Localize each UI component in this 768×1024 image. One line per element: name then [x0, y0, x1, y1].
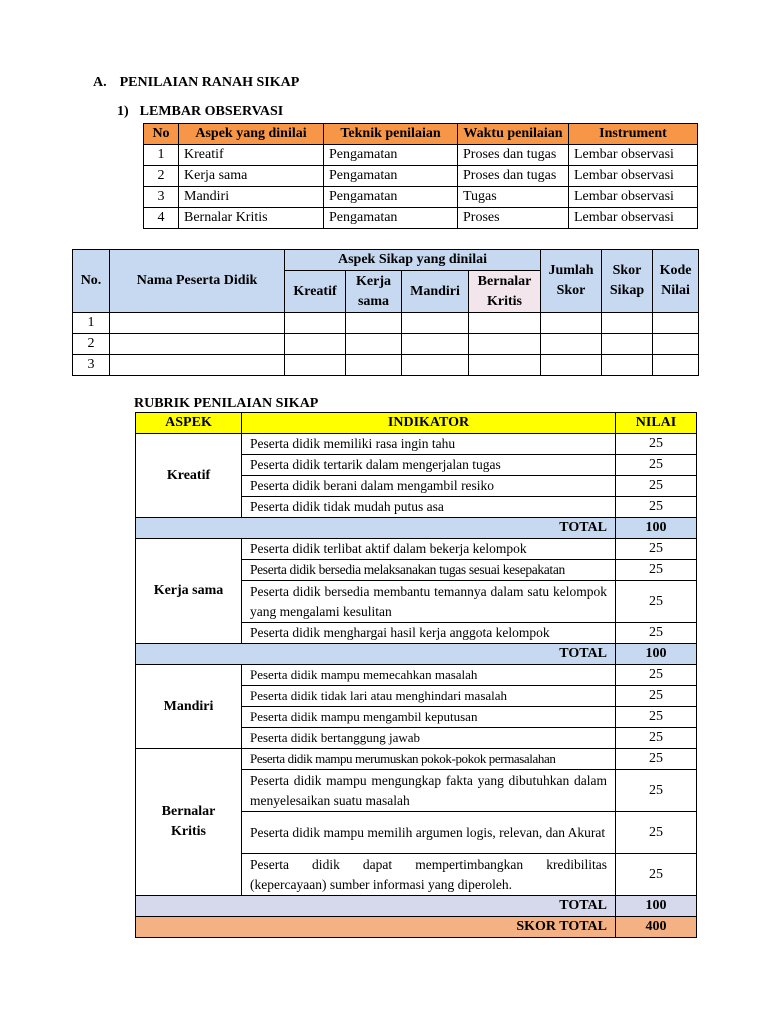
row-aspect: Kreatif — [179, 145, 324, 166]
subsection-heading — [117, 104, 283, 120]
indicator: Peserta didik bersedia membantu temannya dalam satu kelompok yang mengalami kesulitan — [242, 581, 616, 623]
subsection-number: 1) — [117, 104, 129, 119]
table-row — [73, 355, 699, 376]
empty-cell — [653, 355, 699, 376]
empty-cell — [346, 313, 402, 334]
header-technique: Teknik penilaian — [324, 124, 458, 145]
header-total-score: Jumlah Skor — [541, 250, 602, 313]
aspect-mandiri: Mandiri — [136, 665, 242, 749]
header-no: No — [144, 124, 179, 145]
empty-cell — [346, 355, 402, 376]
indicator-score: 25 — [616, 812, 697, 854]
table-row — [144, 166, 698, 187]
empty-cell — [110, 313, 285, 334]
row-time: Proses dan tugas — [458, 145, 569, 166]
row-number: 2 — [144, 166, 179, 187]
empty-cell — [110, 355, 285, 376]
row-number: 1 — [144, 145, 179, 166]
row-instrument: Lembar observasi — [569, 145, 698, 166]
row-time: Proses dan tugas — [458, 166, 569, 187]
table-row — [73, 334, 699, 355]
row-aspect: Bernalar Kritis — [179, 208, 324, 229]
indicator-score: 25 — [616, 854, 697, 896]
table-row — [144, 145, 698, 166]
total-row — [136, 896, 697, 917]
row-aspect: Kerja sama — [179, 166, 324, 187]
row-aspect: Mandiri — [179, 187, 324, 208]
total-value: 100 — [616, 896, 697, 917]
aspect-kreatif: Kreatif — [136, 434, 242, 518]
header-grade-code: Kode Nilai — [653, 250, 699, 313]
row-instrument: Lembar observasi — [569, 187, 698, 208]
indicator-score: 25 — [616, 455, 697, 476]
table-row — [144, 187, 698, 208]
row-technique: Pengamatan — [324, 166, 458, 187]
indicator: Peserta didik mampu merumuskan pokok-pokok permasalahan — [242, 749, 616, 770]
empty-cell — [346, 334, 402, 355]
row-number: 2 — [73, 334, 110, 355]
empty-cell — [110, 334, 285, 355]
total-value: 100 — [616, 518, 697, 539]
total-label: TOTAL — [136, 644, 616, 665]
indicator-score: 25 — [616, 476, 697, 497]
table-row — [144, 208, 698, 229]
empty-cell — [653, 313, 699, 334]
table-row — [73, 313, 699, 334]
empty-cell — [402, 355, 469, 376]
total-row — [136, 518, 697, 539]
empty-cell — [469, 334, 541, 355]
empty-cell — [469, 313, 541, 334]
empty-cell — [602, 355, 653, 376]
header-score: NILAI — [616, 413, 697, 434]
header-aspect-bernalar-kritis: Bernalar Kritis — [469, 271, 541, 313]
row-time: Tugas — [458, 187, 569, 208]
indicator: Peserta didik mampu memecahkan masalah — [242, 665, 616, 686]
section-heading — [93, 75, 299, 91]
indicator-score: 25 — [616, 560, 697, 581]
header-aspect-group: Aspek Sikap yang dinilai — [285, 250, 541, 271]
aspect-kerja-sama: Kerja sama — [136, 539, 242, 644]
rubric-table — [135, 412, 697, 938]
indicator-score: 25 — [616, 707, 697, 728]
indicator: Peserta didik terlibat aktif dalam bekerja kelompok — [242, 539, 616, 560]
score-table — [72, 249, 699, 376]
table-row — [136, 749, 697, 770]
row-number: 4 — [144, 208, 179, 229]
empty-cell — [285, 334, 346, 355]
header-instrument: Instrument — [569, 124, 698, 145]
header-time: Waktu penilaian — [458, 124, 569, 145]
header-aspect: ASPEK — [136, 413, 242, 434]
grand-total-row — [136, 917, 697, 938]
indicator-score: 25 — [616, 434, 697, 455]
table-row — [136, 434, 697, 455]
grand-total-label: SKOR TOTAL — [136, 917, 616, 938]
empty-cell — [402, 313, 469, 334]
empty-cell — [602, 313, 653, 334]
indicator: Peserta didik tidak mudah putus asa — [242, 497, 616, 518]
empty-cell — [469, 355, 541, 376]
total-value: 100 — [616, 644, 697, 665]
rubric-title: RUBRIK PENILAIAN SIKAP — [134, 396, 319, 411]
header-aspect: Aspek yang dinilai — [179, 124, 324, 145]
indicator-score: 25 — [616, 497, 697, 518]
observation-table — [143, 123, 698, 229]
table-row — [136, 539, 697, 560]
indicator: Peserta didik menghargai hasil kerja anggota kelompok — [242, 623, 616, 644]
indicator: Peserta didik mampu memilih argumen logis, relevan, dan Akurat — [242, 812, 616, 854]
grand-total-value: 400 — [616, 917, 697, 938]
empty-cell — [541, 355, 602, 376]
row-number: 1 — [73, 313, 110, 334]
header-attitude-score: Skor Sikap — [602, 250, 653, 313]
empty-cell — [541, 334, 602, 355]
indicator: Peserta didik bertanggung jawab — [242, 728, 616, 749]
empty-cell — [653, 334, 699, 355]
indicator-score: 25 — [616, 728, 697, 749]
indicator: Peserta didik tidak lari atau menghindari masalah — [242, 686, 616, 707]
indicator: Peserta didik tertarik dalam mengerjalan tugas — [242, 455, 616, 476]
indicator-score: 25 — [616, 539, 697, 560]
section-letter: A. — [93, 75, 107, 90]
indicator: Peserta didik dapat mempertimbangkan kredibilitas (kepercayaan) sumber informasi yang diperoleh. — [242, 854, 616, 896]
header-indicator: INDIKATOR — [242, 413, 616, 434]
empty-cell — [285, 313, 346, 334]
total-label: TOTAL — [136, 896, 616, 917]
indicator-score: 25 — [616, 770, 697, 812]
header-student-name: Nama Peserta Didik — [110, 250, 285, 313]
empty-cell — [285, 355, 346, 376]
rubric-header-row — [136, 413, 697, 434]
total-label: TOTAL — [136, 518, 616, 539]
subsection-title: LEMBAR OBSERVASI — [139, 104, 284, 119]
indicator: Peserta didik mampu mengungkap fakta yang dibutuhkan dalam menyelesaikan suatu masalah — [242, 770, 616, 812]
section-title: PENILAIAN RANAH SIKAP — [119, 75, 300, 90]
observation-header-row — [144, 124, 698, 145]
indicator: Peserta didik mampu mengambil keputusan — [242, 707, 616, 728]
indicator: Peserta didik memiliki rasa ingin tahu — [242, 434, 616, 455]
row-number: 3 — [144, 187, 179, 208]
row-instrument: Lembar observasi — [569, 208, 698, 229]
total-row — [136, 644, 697, 665]
empty-cell — [402, 334, 469, 355]
empty-cell — [541, 313, 602, 334]
indicator: Peserta didik berani dalam mengambil resiko — [242, 476, 616, 497]
row-technique: Pengamatan — [324, 208, 458, 229]
score-header-row — [73, 250, 699, 271]
row-time: Proses — [458, 208, 569, 229]
indicator-score: 25 — [616, 581, 697, 623]
indicator-score: 25 — [616, 686, 697, 707]
row-technique: Pengamatan — [324, 145, 458, 166]
indicator-score: 25 — [616, 665, 697, 686]
empty-cell — [602, 334, 653, 355]
row-technique: Pengamatan — [324, 187, 458, 208]
row-number: 3 — [73, 355, 110, 376]
indicator-score: 25 — [616, 749, 697, 770]
header-no: No. — [73, 250, 110, 313]
indicator-score: 25 — [616, 623, 697, 644]
indicator: Peserta didik bersedia melaksanakan tugas sesuai kesepakatan — [242, 560, 616, 581]
aspect-bernalar-kritis: Bernalar Kritis — [136, 749, 242, 896]
header-aspect-mandiri: Mandiri — [402, 271, 469, 313]
row-instrument: Lembar observasi — [569, 166, 698, 187]
table-row — [136, 665, 697, 686]
header-aspect-kerja-sama: Kerja sama — [346, 271, 402, 313]
header-aspect-kreatif: Kreatif — [285, 271, 346, 313]
